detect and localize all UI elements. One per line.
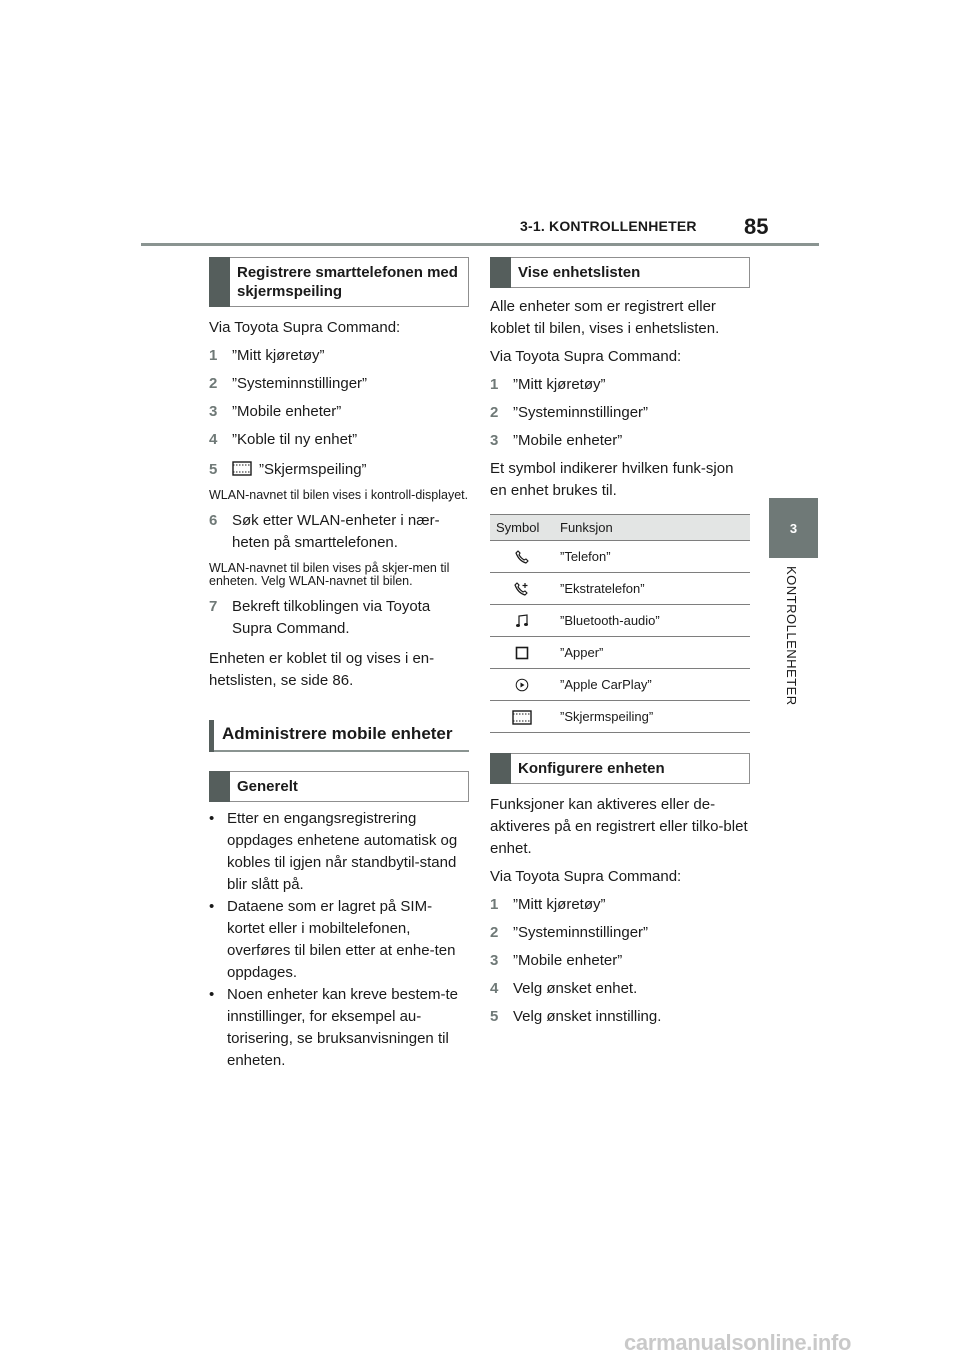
chapter-tab: 3 [769, 498, 818, 558]
step-number: 2 [490, 404, 499, 421]
column-header: Symbol [490, 515, 554, 541]
step-item [209, 401, 469, 423]
screen-mirroring-icon [512, 710, 532, 725]
list-item: • Noen enheter kan kreve bestem-te innstillinger, for eksempel au-torisering, se bruksanvisningen til enheten. [209, 984, 469, 1072]
step-item [209, 345, 469, 367]
step-item [209, 596, 469, 640]
watermark: carmanualsonline.info [624, 1330, 852, 1355]
step-text: Bekreft tilkoblingen via Toyota Supra Command. [232, 598, 431, 637]
via-text: Via Toyota Supra Command: [490, 348, 682, 365]
step-number: 6 [209, 512, 218, 529]
extra-phone-icon [514, 582, 530, 596]
music-note-icon [515, 614, 529, 628]
step-text: ”Mitt kjøretøy” [513, 896, 606, 913]
major-heading-manage: Administrere mobile enheter [209, 720, 469, 752]
step-item [490, 950, 750, 972]
apps-square-icon [515, 646, 529, 660]
page-number: 85 [744, 214, 769, 239]
step-item [209, 373, 469, 395]
step-text: ”Mobile enheter” [232, 403, 342, 420]
section-heading-configure: Konfigurere enheten [490, 753, 750, 784]
table-row [490, 637, 750, 669]
note-text: WLAN-navnet til bilen vises i kontroll-displayet. [209, 488, 469, 502]
step-text: ”Systeminnstillinger” [513, 924, 649, 941]
step-text: Velg ønsket innstilling. [513, 1008, 662, 1025]
section-heading-register: Registrere smarttelefonen med skjermspeiling [209, 257, 469, 307]
function-cell: ”Skjermspeiling” [554, 701, 750, 733]
step-item [490, 922, 750, 944]
function-cell: ”Apper” [554, 637, 750, 669]
right-column [490, 257, 750, 1028]
function-cell: ”Telefon” [554, 541, 750, 573]
step-text: ”Mitt kjøretøy” [513, 376, 606, 393]
carplay-play-icon [515, 678, 529, 692]
step-number: 2 [209, 375, 218, 392]
left-column [209, 257, 469, 1072]
step-text: Søk etter WLAN-enheter i nær-heten på smarttelefonen. [232, 512, 440, 551]
list-item: • Etter en engangsregistrering oppdages enhetene automatisk og kobles til igjen når standbytil-stand blir slått på. [209, 808, 469, 896]
symbol-intro-text: Et symbol indikerer hvilken funk-sjon en enhet brukes til. [490, 460, 734, 499]
step-text: ”Mobile enheter” [513, 432, 623, 449]
step-text: ”Koble til ny enhet” [232, 431, 358, 448]
table-row [490, 573, 750, 605]
step-number: 4 [490, 980, 499, 997]
chapter-title: 3-1. KONTROLLENHETER [520, 218, 697, 234]
step-item [209, 510, 469, 554]
chapter-side-label: KONTROLLENHETER [784, 566, 799, 706]
step-number: 3 [490, 952, 499, 969]
bullet-list [209, 808, 469, 1072]
note-text: WLAN-navnet til bilen vises på skjer-men til enheten. Velg WLAN-navnet til bilen. [209, 561, 450, 588]
via-text: Via Toyota Supra Command: [490, 868, 682, 885]
step-number: 2 [490, 924, 499, 941]
intro-text: Alle enheter som er registrert eller koblet til bilen, vises i enhetslisten. [490, 298, 720, 337]
step-text: Velg ønsket enhet. [513, 980, 638, 997]
step-number: 3 [490, 432, 499, 449]
section-heading-device-list: Vise enhetslisten [490, 257, 750, 288]
step-item [490, 978, 750, 1000]
step-number: 3 [209, 403, 218, 420]
screen-mirroring-icon [232, 461, 252, 476]
conclusion-text: Enheten er koblet til og vises i en-hetslisten, se side 86. [209, 650, 435, 689]
step-text: ”Mitt kjøretøy” [232, 347, 325, 364]
table-row [490, 541, 750, 573]
step-number: 5 [209, 461, 218, 478]
function-cell: ”Ekstratelefon” [554, 573, 750, 605]
section-heading-general: Generelt [209, 771, 469, 802]
table-row [490, 605, 750, 637]
list-item: • Dataene som er lagret på SIM-kortet eller i mobiltelefonen, overføres til bilen etter at enhe-ten oppdages. [209, 896, 469, 984]
step-item [490, 430, 750, 452]
step-number: 7 [209, 598, 218, 615]
phone-icon [515, 550, 529, 564]
step-item [490, 894, 750, 916]
step-item [490, 374, 750, 396]
step-text: ”Systeminnstillinger” [513, 404, 649, 421]
step-number: 4 [209, 431, 218, 448]
step-number: 1 [490, 896, 499, 913]
column-header: Funksjon [554, 515, 750, 541]
step-number: 5 [490, 1008, 499, 1025]
step-text: ”Skjermspeiling” [259, 461, 367, 478]
step-item [490, 1006, 750, 1028]
config-intro-text: Funksjoner kan aktiveres eller de-aktiveres på en registrert eller tilko-blet enhet. [490, 796, 748, 857]
via-text: Via Toyota Supra Command: [209, 319, 401, 336]
step-text: ”Mobile enheter” [513, 952, 623, 969]
step-text: ”Systeminnstillinger” [232, 375, 368, 392]
function-cell: ”Bluetooth-audio” [554, 605, 750, 637]
table-row [490, 669, 750, 701]
step-item [209, 429, 469, 451]
step-number: 1 [209, 347, 218, 364]
step-item [209, 459, 469, 481]
function-cell: ”Apple CarPlay” [554, 669, 750, 701]
step-number: 1 [490, 376, 499, 393]
step-item [490, 402, 750, 424]
header-rule [141, 243, 819, 246]
table-header-row [490, 515, 750, 541]
symbol-table [490, 514, 750, 733]
table-row [490, 701, 750, 733]
